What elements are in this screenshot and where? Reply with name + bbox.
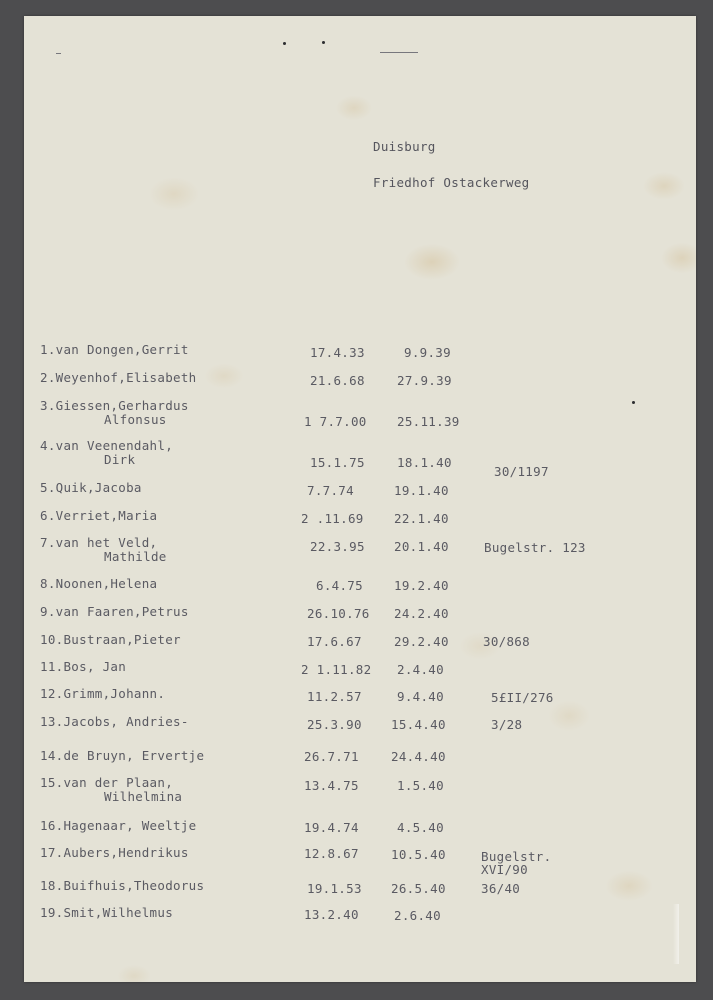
entry-given-name: Dirk [104, 452, 136, 467]
entry-name: 7.van het Veld, [40, 535, 158, 550]
entry-note: 5£II/276 [491, 690, 554, 705]
entry-note: 30/868 [483, 634, 530, 649]
entry-birth-date: 11.2.57 [307, 689, 362, 704]
entry-death-date: 24.2.40 [394, 606, 449, 621]
entry-name: 10.Bustraan,Pieter [40, 632, 181, 647]
entry-birth-date: 1 7.7.00 [304, 414, 367, 429]
entry-birth-date: 13.2.40 [304, 907, 359, 922]
entry-birth-date: 13.4.75 [304, 778, 359, 793]
entry-death-date: 9.4.40 [397, 689, 444, 704]
entry-birth-date: 7.7.74 [307, 483, 354, 498]
entry-death-date: 18.1.40 [397, 455, 452, 470]
entry-birth-date: 26.10.76 [307, 606, 370, 621]
entry-birth-date: 19.1.53 [307, 881, 362, 896]
entry-birth-date: 22.3.95 [310, 539, 365, 554]
entry-name: 19.Smit,Wilhelmus [40, 905, 174, 920]
entry-death-date: 9.9.39 [404, 345, 451, 360]
entry-name: 8.Noonen,Helena [40, 576, 158, 591]
entry-birth-date: 17.6.67 [307, 634, 362, 649]
entry-name: 13.Jacobs, Andries- [40, 714, 189, 729]
entry-death-date: 1.5.40 [397, 778, 444, 793]
entry-name: 17.Aubers,Hendrikus [40, 845, 189, 860]
entry-name: 6.Verriet,Maria [40, 508, 158, 523]
entry-death-date: 25.11.39 [397, 414, 460, 429]
paper-sheet [24, 16, 696, 982]
entry-death-date: 26.5.40 [391, 881, 446, 896]
entry-death-date: 22.1.40 [394, 511, 449, 526]
entry-death-date: 24.4.40 [391, 749, 446, 764]
entry-name: 4.van Veenendahl, [40, 438, 174, 453]
paper-fold [673, 904, 679, 964]
entry-birth-date: 25.3.90 [307, 717, 362, 732]
entry-death-date: 4.5.40 [397, 820, 444, 835]
entry-name: 5.Quik,Jacoba [40, 480, 142, 495]
entry-death-date: 20.1.40 [394, 539, 449, 554]
ink-mark [56, 53, 61, 54]
entry-name: 15.van der Plaan, [40, 775, 174, 790]
entry-birth-date: 12.8.67 [304, 846, 359, 861]
entry-name: 2.Weyenhof,Elisabeth [40, 370, 197, 385]
entry-birth-date: 2 1.11.82 [301, 662, 372, 677]
entry-birth-date: 17.4.33 [310, 345, 365, 360]
entry-birth-date: 19.4.74 [304, 820, 359, 835]
entry-note: 30/1197 [494, 464, 549, 479]
entry-name: 12.Grimm,Johann. [40, 686, 166, 701]
entry-note: 3/28 [491, 717, 523, 732]
entry-note: Bugelstr. [481, 849, 552, 864]
city-heading: Duisburg [373, 139, 436, 154]
entry-birth-date: 26.7.71 [304, 749, 359, 764]
entry-birth-date: 6.4.75 [316, 578, 363, 593]
entry-name: 9.van Faaren,Petrus [40, 604, 189, 619]
entry-name: 14.de Bruyn, Ervertje [40, 748, 205, 763]
entry-note: XVI/90 [481, 862, 528, 877]
entry-death-date: 19.1.40 [394, 483, 449, 498]
entry-given-name: Mathilde [104, 549, 167, 564]
ink-mark [380, 52, 418, 53]
ink-speck [322, 41, 325, 44]
entry-death-date: 19.2.40 [394, 578, 449, 593]
entry-name: 18.Buifhuis,Theodorus [40, 878, 205, 893]
entry-death-date: 2.6.40 [394, 908, 441, 923]
entry-given-name: Alfonsus [104, 412, 167, 427]
entry-note: 36/40 [481, 881, 521, 896]
entry-death-date: 2.4.40 [397, 662, 444, 677]
cemetery-heading: Friedhof Ostackerweg [373, 175, 530, 190]
entry-name: 1.van Dongen,Gerrit [40, 342, 189, 357]
entry-death-date: 27.9.39 [397, 373, 452, 388]
ink-speck [283, 42, 286, 45]
entry-death-date: 29.2.40 [394, 634, 449, 649]
entry-note: Bugelstr. 123 [484, 540, 586, 555]
entry-birth-date: 21.6.68 [310, 373, 365, 388]
entry-death-date: 10.5.40 [391, 847, 446, 862]
entry-name: 3.Giessen,Gerhardus [40, 398, 189, 413]
entry-name: 11.Bos, Jan [40, 659, 127, 674]
entry-birth-date: 15.1.75 [310, 455, 365, 470]
entry-death-date: 15.4.40 [391, 717, 446, 732]
entry-birth-date: 2 .11.69 [301, 511, 364, 526]
entry-name: 16.Hagenaar, Weeltje [40, 818, 197, 833]
ink-speck [632, 401, 635, 404]
entry-given-name: Wilhelmina [104, 789, 183, 804]
